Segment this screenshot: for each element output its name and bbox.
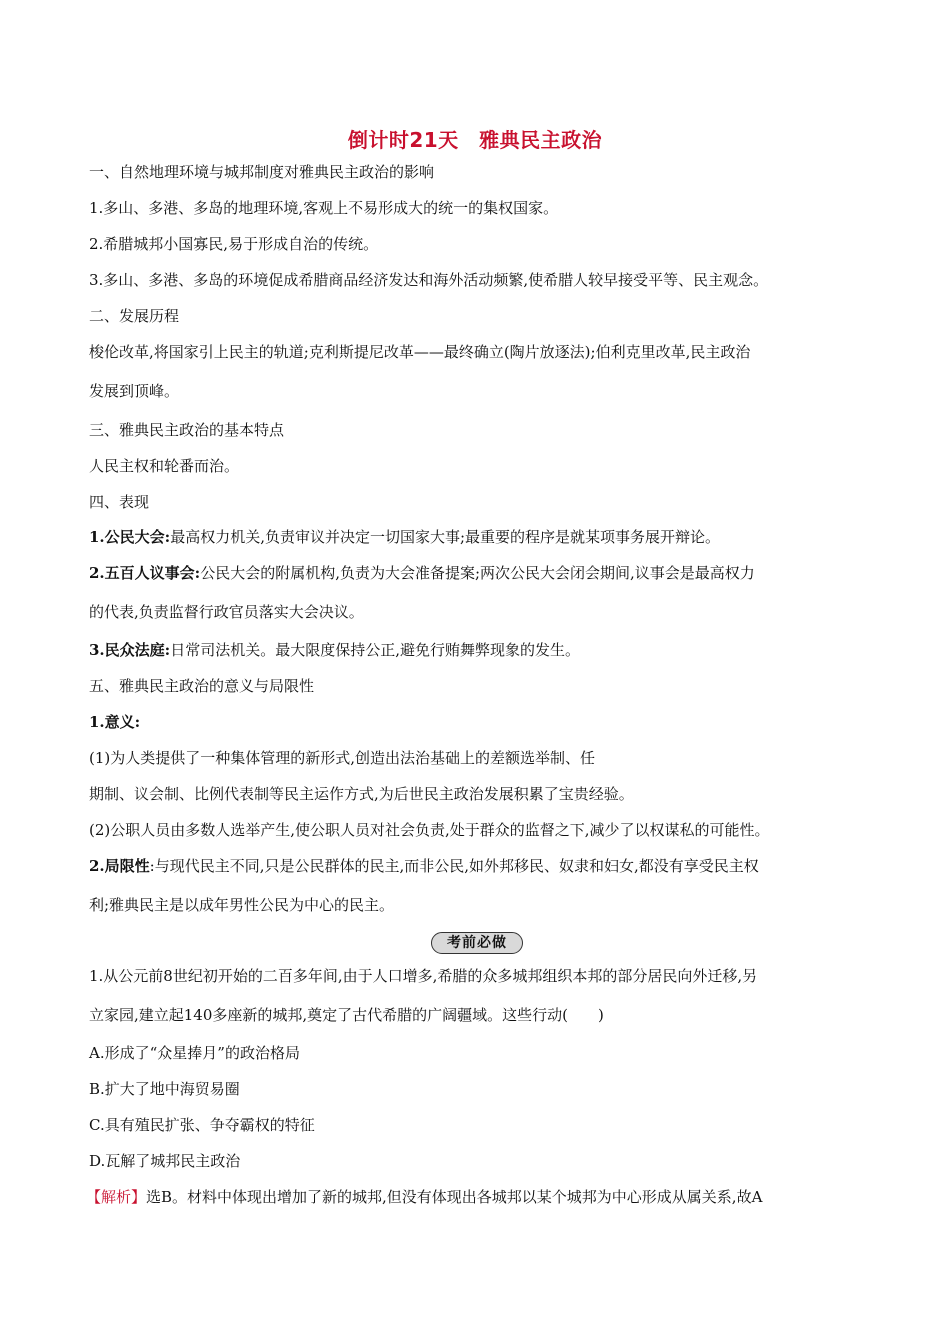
section-1-point-2: 2.希腊城邦小国寡民,易于形成自治的传统。 (89, 235, 379, 253)
item-label: 1.公民大会: (89, 528, 171, 546)
section-5-item-2-cont: 利;雅典民主是以成年男性公民为中心的民主。 (89, 896, 395, 914)
section-4-item-3 (89, 639, 890, 661)
section-1-point-3: 3.多山、多港、多岛的环境促成希腊商品经济发达和海外活动频繁,使希腊人较早接受平等、民主观念。 (89, 271, 769, 289)
option-c: C.具有殖民扩张、争夺霸权的特征 (89, 1116, 315, 1134)
section-5-item-1-point-2: (2)公职人员由多数人选举产生,使公职人员对社会负责,处于群众的监督之下,减少了以权谋私的可能性。 (89, 821, 770, 839)
item-label: 2.五百人议事会: (89, 564, 201, 582)
section-4-item-2 (89, 562, 890, 584)
section-1-point-1: 1.多山、多港、多岛的地理环境,客观上不易形成大的统一的集权国家。 (89, 199, 559, 217)
question-stem-cont: 立家园,建立起140多座新的城邦,奠定了古代希腊的广阔疆域。这些行动( ) (89, 1006, 604, 1024)
item-text: :与现代民主不同,只是公民群体的民主,而非公民,如外邦移民、奴隶和妇女,都没有享受民主权 (149, 857, 759, 875)
page-title: 倒计时21天 雅典民主政治 (347, 128, 603, 152)
section-5-item-1-label: 1.意义: (89, 713, 141, 731)
item-label: 3.民众法庭: (89, 641, 171, 659)
section-4-item-2-cont: 的代表,负责监督行政官员落实大会决议。 (89, 603, 364, 621)
section-3-heading: 三、雅典民主政治的基本特点 (89, 421, 285, 439)
badge-label: 考前必做 (447, 935, 507, 951)
exam-practice-badge (431, 932, 523, 954)
section-5-item-2 (89, 855, 890, 877)
section-5-item-1-point-1-cont: 期制、议会制、比例代表制等民主运作方式,为后世民主政治发展积累了宝贵经验。 (89, 785, 634, 803)
item-text: 公民大会的附属机构,负责为大会准备提案;两次公民大会闭会期间,议事会是最高权力 (200, 564, 755, 582)
analysis-tag: 【解析】 (86, 1188, 147, 1206)
section-3-text: 人民主权和轮番而治。 (89, 457, 240, 475)
section-5-item-1-point-1: (1)为人类提供了一种集体管理的新形式,创造出法治基础上的差额选举制、任 (89, 749, 596, 767)
item-label: 2.局限性 (89, 857, 150, 875)
option-b: B.扩大了地中海贸易圈 (89, 1080, 240, 1098)
section-4-item-1 (89, 526, 890, 548)
section-2-text-cont: 发展到顶峰。 (89, 382, 180, 400)
item-text: 日常司法机关。最大限度保持公正,避免行贿舞弊现象的发生。 (170, 641, 580, 659)
section-5-heading: 五、雅典民主政治的意义与局限性 (89, 677, 315, 695)
option-d: D.瓦解了城邦民主政治 (89, 1152, 241, 1170)
section-2-heading: 二、发展历程 (89, 307, 180, 325)
item-text: 最高权力机关,负责审议并决定一切国家大事;最重要的程序是就某项事务展开辩论。 (170, 528, 721, 546)
section-4-heading: 四、表现 (89, 493, 150, 511)
analysis (86, 1186, 890, 1208)
question-stem: 1.从公元前8世纪初开始的二百多年间,由于人口增多,希腊的众多城邦组织本邦的部分居民向外迁移,另 (89, 967, 758, 985)
section-2-text: 梭伦改革,将国家引上民主的轨道;克利斯提尼改革——最终确立(陶片放逐法);伯利克里改革,民主政治 (89, 343, 751, 361)
analysis-text: 选B。材料中体现出增加了新的城邦,但没有体现出各城邦以某个城邦为中心形成从属关系,故A (146, 1188, 763, 1206)
section-1-heading: 一、自然地理环境与城邦制度对雅典民主政治的影响 (89, 163, 435, 181)
option-a: A.形成了“众星捧月”的政治格局 (89, 1044, 300, 1062)
